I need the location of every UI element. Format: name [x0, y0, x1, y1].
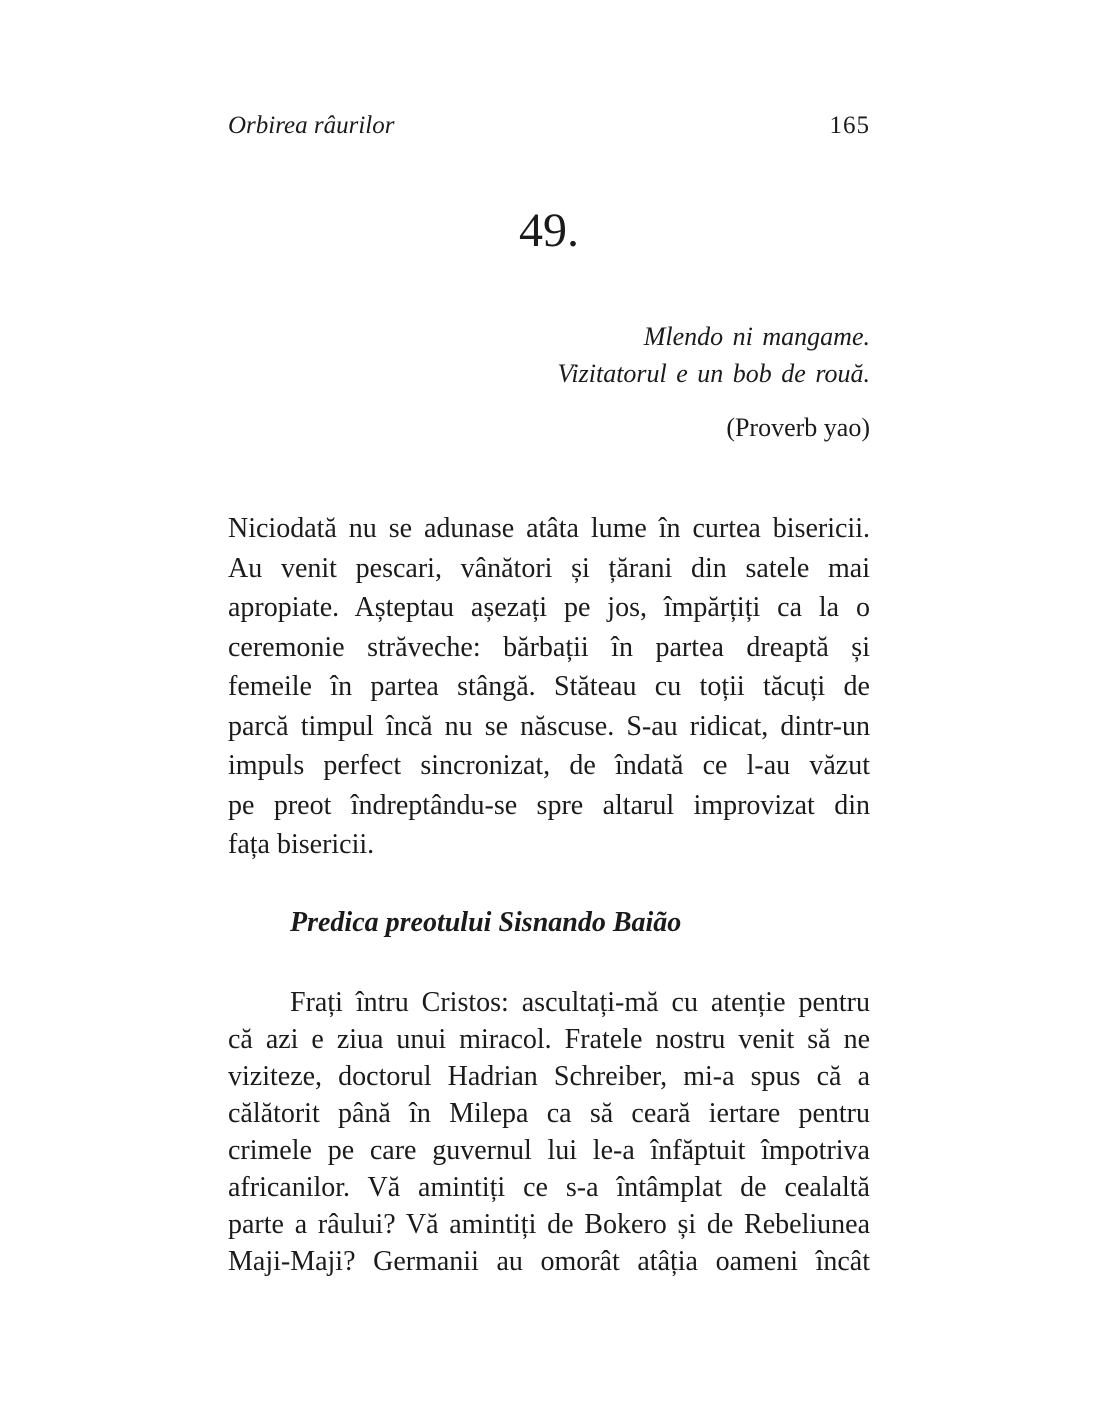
paragraph-line: parte a râului? Vă amintiți de Bokero și de Rebeliunea	[228, 1209, 870, 1240]
paragraph-line: călătorit până în Milepa ca să ceară iertare pentru	[228, 1098, 870, 1129]
paragraph-line: fața bisericii.	[228, 829, 375, 860]
paragraph-line: crimele pe care guvernul lui le-a înfăptuit împotriva	[228, 1135, 870, 1166]
section-heading: Predica preotului Sisnando Baião	[290, 907, 682, 938]
paragraph-line: pe preot îndreptându-se spre altarul improvizat din	[228, 789, 870, 821]
epigraph	[228, 318, 870, 392]
paragraph-line: Frați întru Cristos: ascultați-mă cu atenție pentru	[290, 987, 870, 1018]
chapter-number: 49.	[519, 204, 579, 257]
epigraph-line: Vizitatorul e un bob de rouă.	[557, 359, 870, 388]
running-header	[228, 112, 870, 140]
paragraph-line: Maji-Maji? Germanii au omorât atâția oameni încât	[228, 1246, 870, 1277]
paragraph-2	[228, 984, 870, 1280]
paragraph-line: africanilor. Vă amintiți ce s-a întâmplat de cealaltă	[228, 1172, 870, 1203]
paragraph-line: că azi e ziua unui miracol. Fratele nostru venit să ne	[228, 1024, 870, 1055]
paragraph-line: ceremonie străveche: bărbații în partea dreaptă și	[228, 631, 870, 663]
paragraph-line: viziteze, doctorul Hadrian Schreiber, mi-a spus că a	[228, 1061, 870, 1092]
page-number: 165	[829, 112, 870, 139]
paragraph-line: impuls perfect sincronizat, de îndată ce l-au văzut	[228, 750, 870, 781]
paragraph-line: femeile în partea stângă. Stăteau cu toții tăcuți de	[228, 671, 870, 702]
paragraph-line: parcă timpul încă nu se născuse. S-au ridicat, dintr-un	[228, 710, 870, 742]
epigraph-line: Mlendo ni mangame.	[643, 322, 870, 351]
paragraph-line: Niciodată nu se adunase atâta lume în curtea bisericii.	[228, 513, 870, 544]
paragraph-line: apropiate. Așteptau așezați pe jos, împărțiți ca la o	[228, 592, 870, 623]
paragraph-line: Au venit pescari, vânători și țărani din satele mai	[228, 552, 870, 584]
paragraph-1	[228, 509, 870, 865]
epigraph-attribution: (Proverb yao)	[726, 413, 870, 442]
running-title: Orbirea râurilor	[228, 112, 395, 139]
